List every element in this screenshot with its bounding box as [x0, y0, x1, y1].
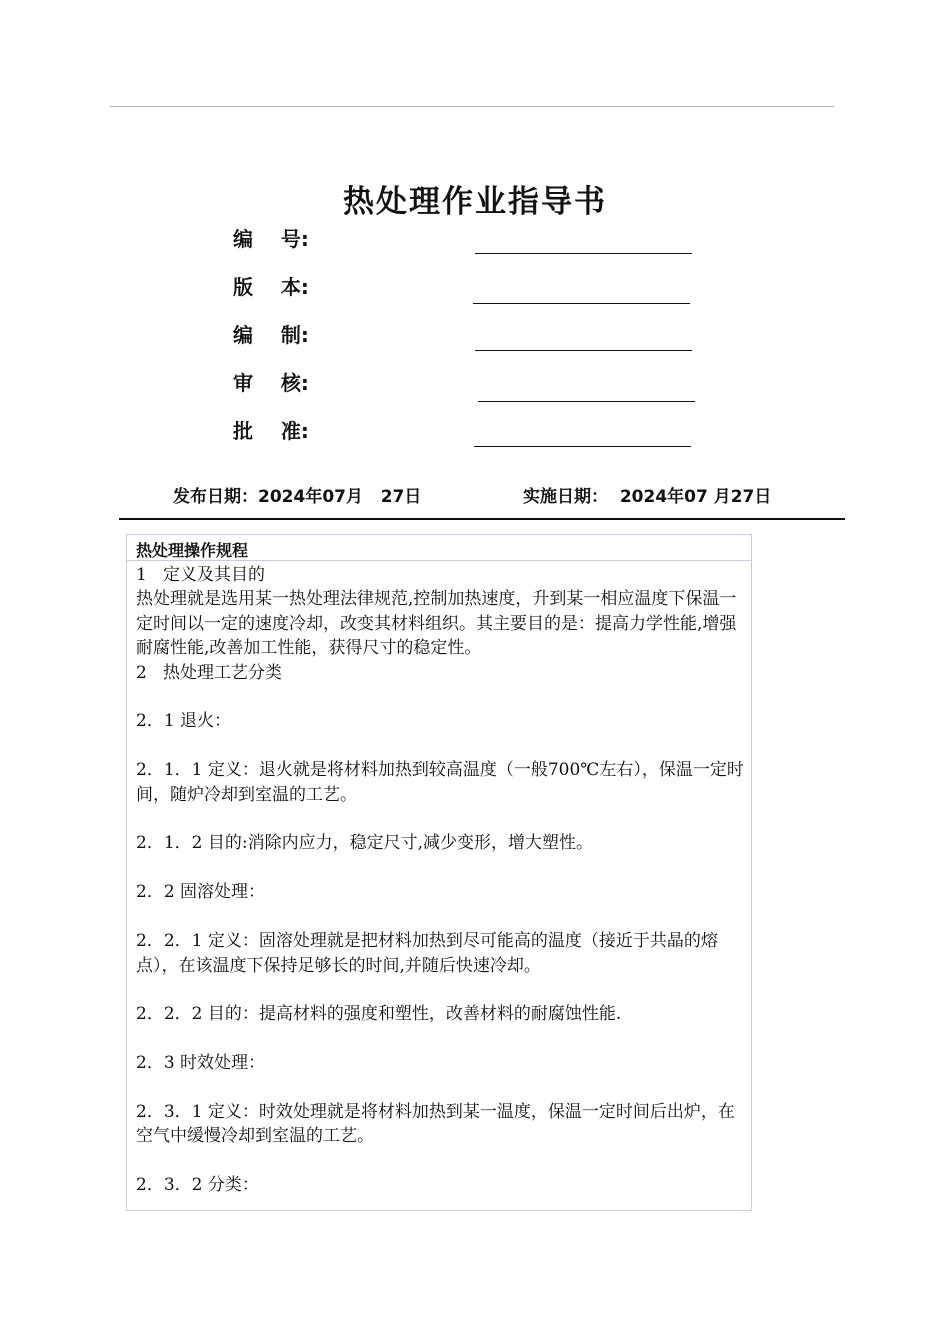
paragraph: 2．3 时效处理： — [136, 1053, 266, 1074]
paragraph — [136, 1149, 748, 1173]
section-divider — [119, 518, 845, 520]
paragraph: 1 定义及其目的 — [136, 565, 266, 585]
field-author — [233, 319, 703, 349]
paragraph: 2 热处理工艺分类 — [136, 662, 283, 683]
publish-date: 发布日期：2024年07月 27日 — [173, 487, 422, 507]
paragraph: 2．1．2 目的:消除内应力，稳定尺寸,减少变形，增大塑性。 — [136, 833, 593, 854]
page-header-rule — [110, 106, 834, 107]
procedure-header: 热处理操作规程 — [127, 535, 751, 561]
field-number-label: 编 号: — [233, 227, 309, 251]
field-author-line[interactable] — [475, 350, 692, 351]
paragraph: 2．2 固溶处理： — [136, 882, 266, 903]
paragraph: 2．1．1 定义：退火就是将材料加热到较高温度（一般700℃左右），保温一定时间，随炉冷却到室温的工艺。 — [136, 760, 744, 805]
paragraph — [136, 1027, 748, 1051]
paragraph: 热处理就是选用某一热处理法律规范,控制加热速度，升到某一相应温度下保温一定时间以一定的速度冷却，改变其材料组织。其主要目的是：提高力学性能,增强耐腐性能,改善加工性能，获得尺寸的稳定性。 — [136, 589, 737, 659]
field-number-line[interactable] — [475, 253, 692, 254]
procedure-box — [126, 534, 752, 1211]
paragraph — [136, 978, 748, 1002]
paragraph: 2．1 退火： — [136, 711, 232, 732]
document-title: 热处理作业指导书 — [343, 184, 607, 220]
effective-date: 实施日期： 2024年07 月27日 — [523, 487, 772, 507]
paragraph — [136, 856, 748, 880]
paragraph: 2．2．1 定义：固溶处理就是把材料加热到尽可能高的温度（接近于共晶的熔点），在该温度下保持足够长的时间,并随后快速冷却。 — [136, 931, 718, 976]
paragraph — [136, 734, 748, 758]
paragraph — [136, 807, 748, 831]
field-version-line[interactable] — [473, 303, 690, 304]
paragraph — [136, 685, 748, 709]
field-number — [233, 223, 703, 253]
paragraph: 2．3．1 定义：时效处理就是将材料加热到某一温度，保温一定时间后出炉，在空气中缓慢冷却到室温的工艺。 — [136, 1101, 735, 1147]
field-version — [233, 271, 703, 301]
field-approver-line[interactable] — [474, 446, 691, 447]
paragraph — [136, 905, 748, 929]
procedure-body — [136, 563, 748, 1198]
field-reviewer-line[interactable] — [478, 401, 695, 402]
field-author-label: 编 制: — [233, 323, 309, 347]
field-approver — [233, 415, 703, 445]
field-version-label: 版 本: — [233, 275, 309, 299]
paragraph — [136, 1076, 748, 1100]
field-reviewer-label: 审 核: — [233, 371, 309, 395]
paragraph: 2．2．2 目的：提高材料的强度和塑性，改善材料的耐腐蚀性能. — [136, 1004, 622, 1025]
paragraph: 2．3．2 分类： — [136, 1175, 259, 1196]
field-reviewer — [233, 367, 703, 397]
field-approver-label: 批 准: — [233, 419, 309, 443]
